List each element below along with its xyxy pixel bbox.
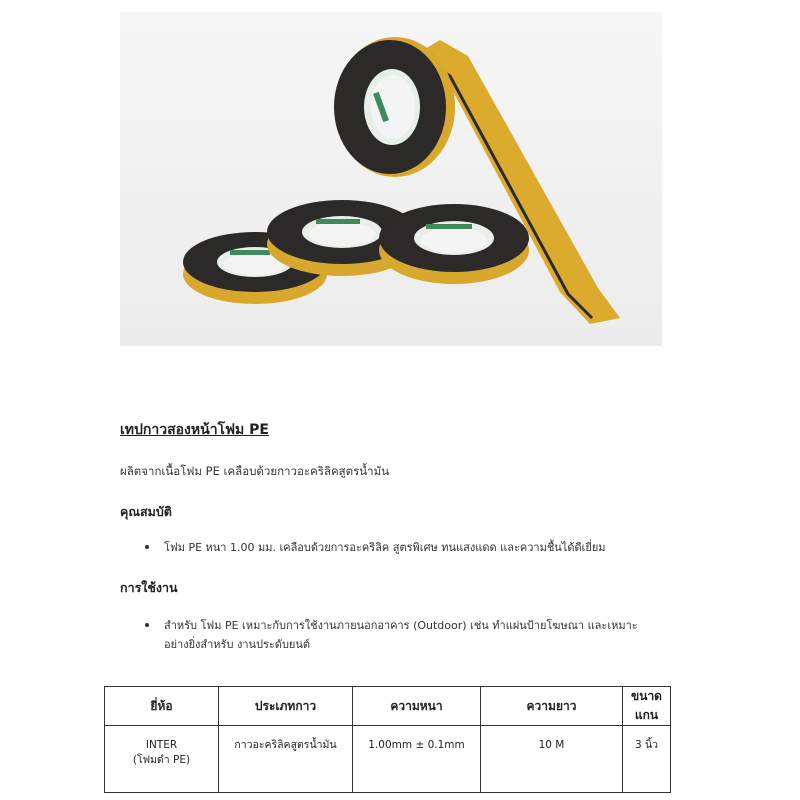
brand-name: INTER: [145, 739, 178, 751]
header-length: ความยาว: [481, 687, 623, 726]
cell-brand: [105, 726, 219, 793]
header-thickness: ความหนา: [353, 687, 481, 726]
product-photo: [120, 12, 662, 346]
usage-heading: การใช้งาน: [120, 580, 178, 595]
tape-rolls-illustration: [120, 12, 662, 346]
tape-roll-right: [379, 204, 529, 284]
properties-item: โฟม PE หนา 1.00 มม. เคลือบด้วยการอะคริลิค สูตรพิเศษ ทนแสงแดด และความชื้นได้ดีเยี่ยม: [120, 538, 660, 557]
spec-table: [104, 686, 671, 793]
cell-thickness: 1.00mm ± 0.1mm: [353, 726, 481, 793]
header-brand: ยี่ห้อ: [105, 687, 219, 726]
cell-length: 10 M: [481, 726, 623, 793]
spec-table-header-row: [105, 687, 671, 726]
properties-list: [120, 538, 660, 557]
cell-adhesive: กาวอะคริลิคสูตรน้ำมัน: [219, 726, 353, 793]
cell-core: 3 นิ้ว: [623, 726, 671, 793]
brand-subtitle: (โฟมดำ PE): [132, 754, 191, 766]
header-core: ขนาดแกน: [623, 687, 671, 726]
product-intro: ผลิตจากเนื้อโฟม PE เคลือบด้วยกาวอะคริลิคสูตรน้ำมัน: [120, 464, 390, 478]
product-title: เทปกาวสองหน้าโฟม PE: [120, 422, 269, 438]
usage-list: [120, 616, 660, 654]
header-adhesive: ประเภทกาว: [219, 687, 353, 726]
tape-roll-upright: [334, 37, 455, 177]
properties-heading: คุณสมบัติ: [120, 504, 172, 519]
table-row: [105, 726, 671, 793]
usage-item: สำหรับ โฟม PE เหมาะกับการใช้งานภายนอกอาคาร (Outdoor) เช่น ทำแผ่นป้ายโฆษณา และเหมาะอย่างยิ่งสำหรับ งานประดับยนต์: [120, 616, 660, 654]
